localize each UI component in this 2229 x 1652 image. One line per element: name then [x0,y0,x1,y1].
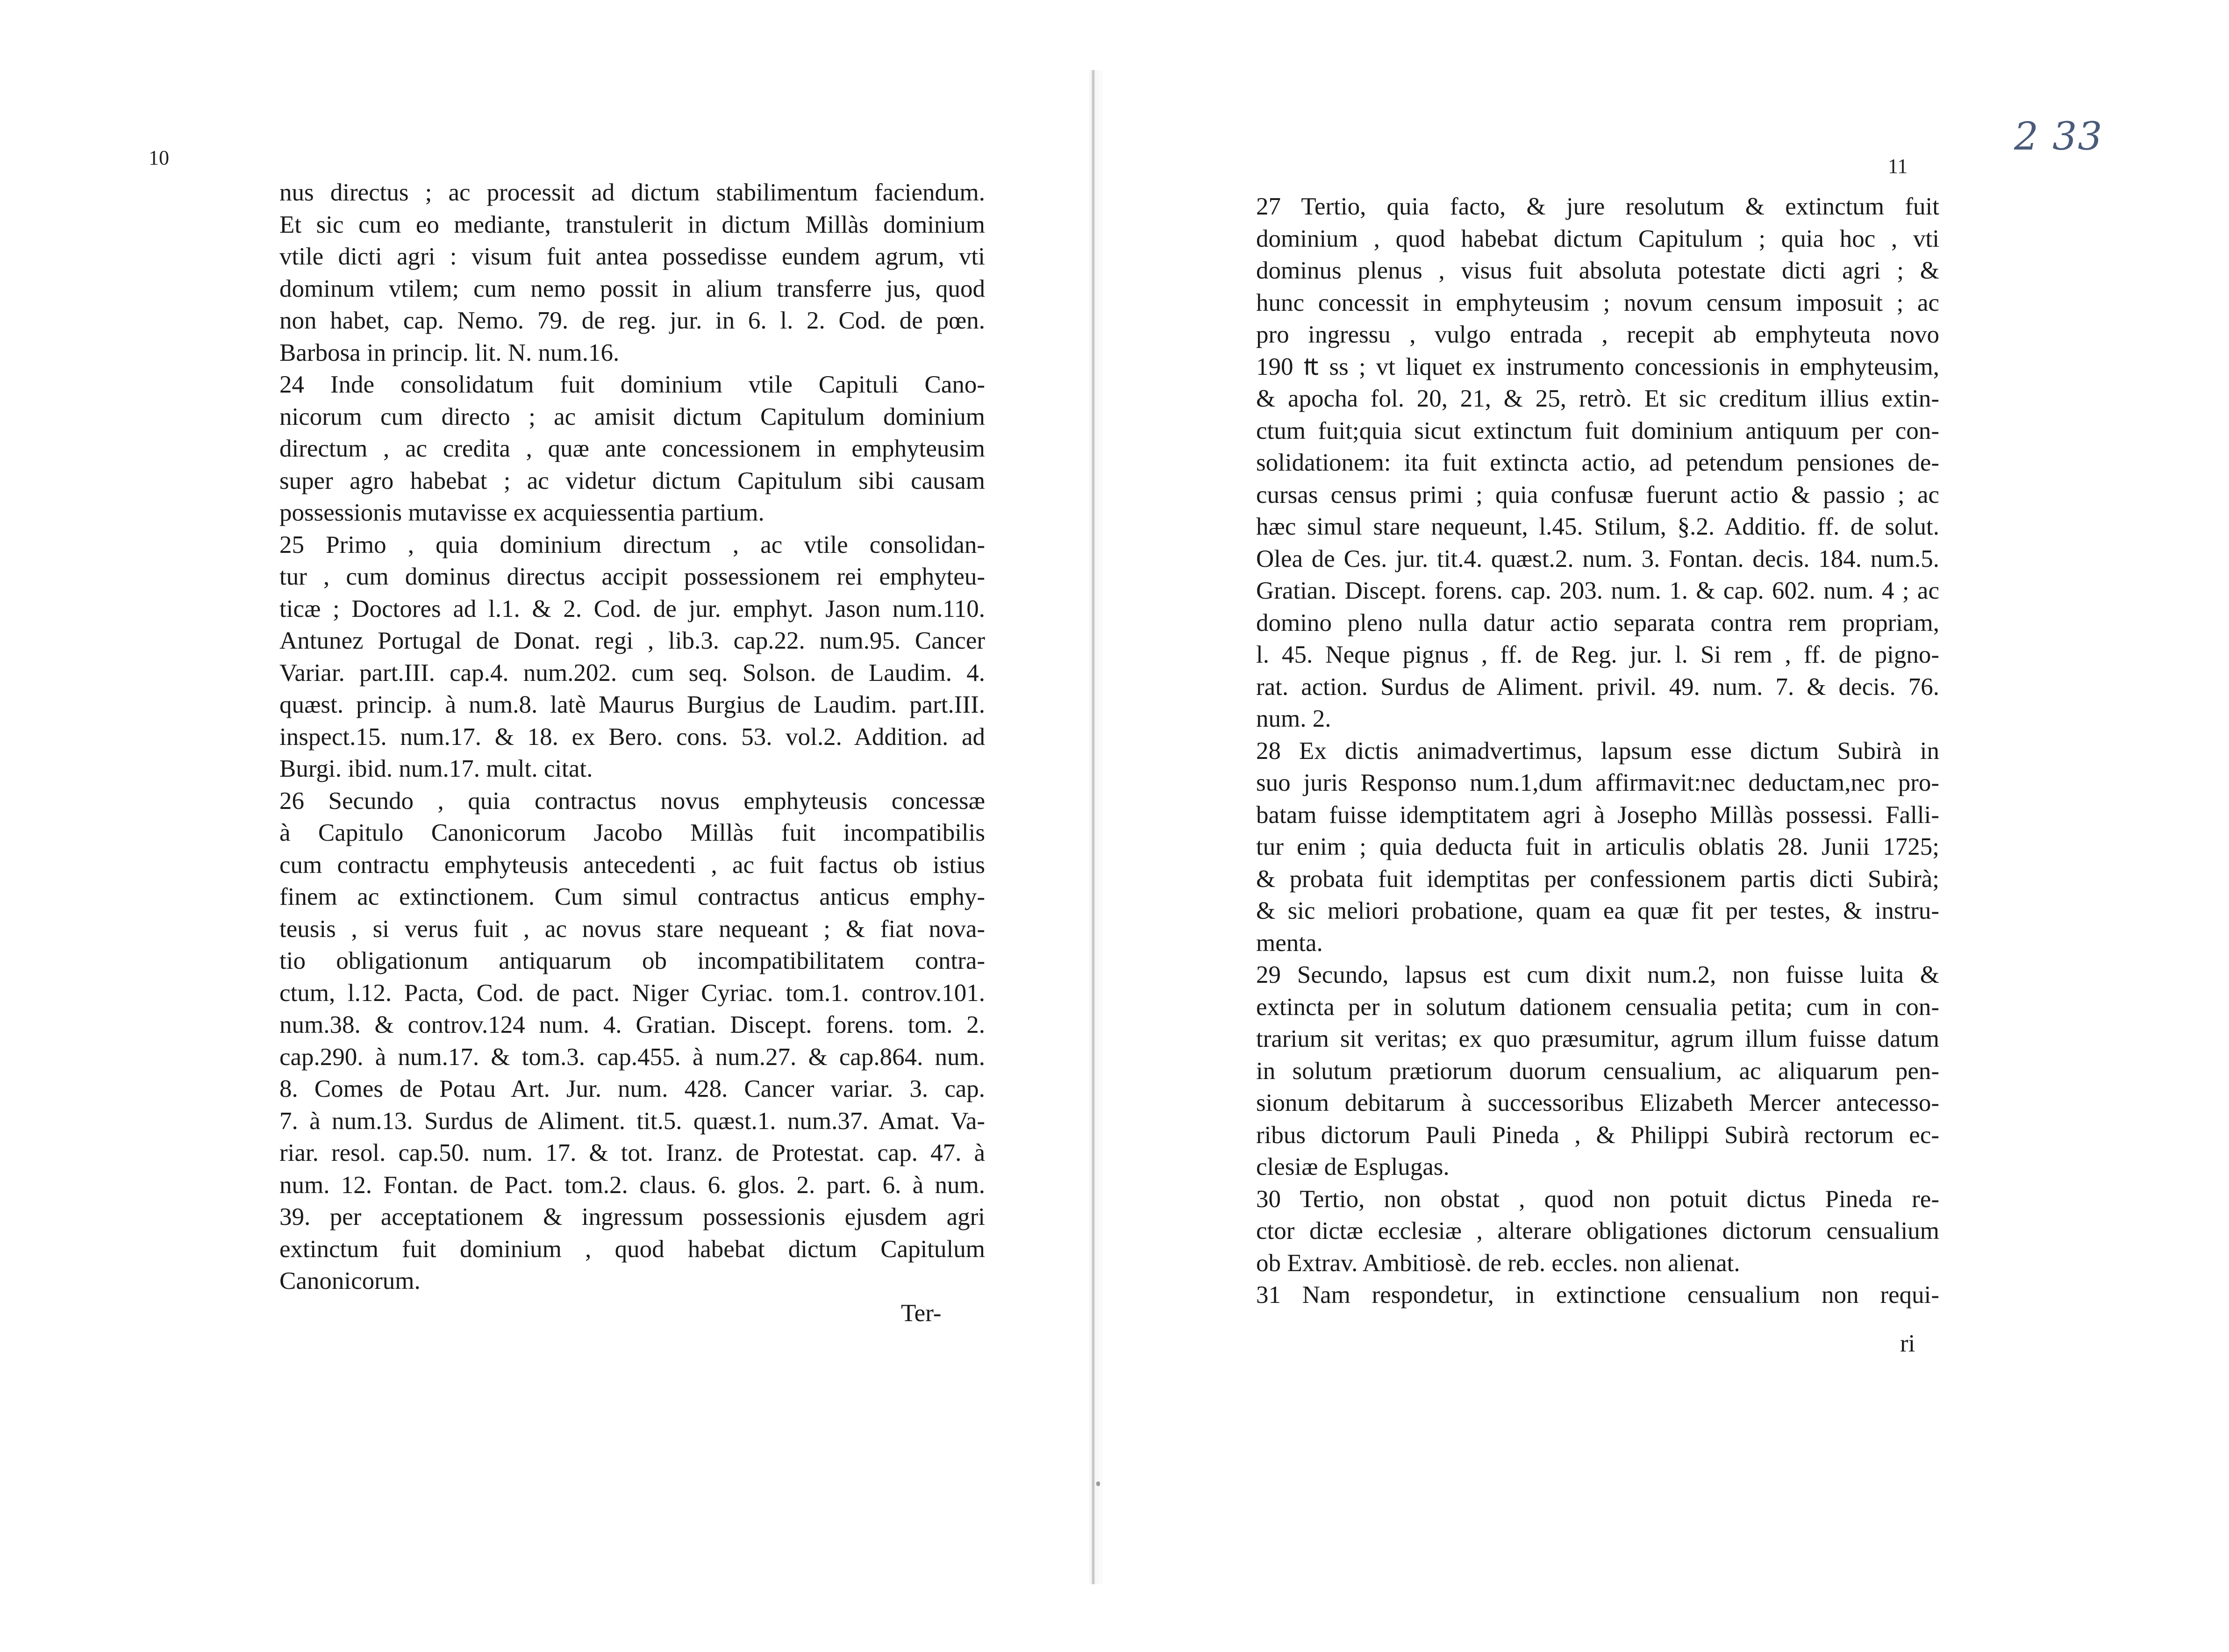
text-line: extincta per in solutum dationem censualia petita; cum in con- [1256,993,1939,1021]
text-line: Et sic cum eo mediante, transtulerit in dictum Millàs dominium [279,211,985,238]
text-line: possessionis mutavisse ex acquiessentia partium. [279,499,764,526]
text-line: cum contractu emphyteusis antecedenti , ac fuit factus ob istius [279,851,985,879]
left-catchword: Ter- [901,1300,942,1327]
text-line: vtile dicti agri : visum fuit antea possedisse eundem agrum, vti [279,243,985,270]
text-line: Olea de Ces. jur. tit.4. quæst.2. num. 3. Fontan. decis. 184. num.5. [1256,545,1939,572]
text-line: clesiæ de Esplugas. [1256,1153,1450,1180]
text-line: menta. [1256,929,1323,957]
text-line: in solutum prætiorum duorum censualium, ac aliquarum pen- [1256,1057,1939,1085]
right-page-text [1256,191,1939,1311]
text-line: tio obligationum antiquarum ob incompatibilitatem contra- [279,947,985,974]
text-line: Gratian. Discept. forens. cap. 203. num. 1. & cap. 602. num. 4 ; ac [1256,577,1939,604]
text-line: 31 Nam respondetur, in extinctione censualium non requi- [1256,1281,1939,1309]
text-line: 7. à num.13. Surdus de Aliment. tit.5. quæst.1. num.37. Amat. Va- [279,1107,985,1135]
text-line: 25 Primo , quia dominium directum , ac vtile consolidan- [279,531,985,558]
text-line: 26 Secundo , quia contractus novus emphyteusis concessæ [279,787,985,815]
text-line: ticæ ; Doctores ad l.1. & 2. Cod. de jur. emphyt. Jason num.110. [279,595,985,622]
text-line: hunc concessit in emphyteusim ; novum censum imposuit ; ac [1256,289,1939,316]
text-line: trarium sit veritas; ex quo præsumitur, agrum illum fuisse datum [1256,1025,1939,1052]
right-catchword: ri [1900,1330,1915,1357]
text-line: ribus dictorum Pauli Pineda , & Philippi Subirà rectorum ec- [1256,1121,1939,1149]
text-line: teusis , si verus fuit , ac novus stare nequeant ; & fiat nova- [279,915,985,943]
text-line: cursas census primi ; quia confusæ fuerunt actio & passio ; ac [1256,481,1939,508]
text-line: solidationem: ita fuit extincta actio, ad petendum pensiones de- [1256,449,1939,476]
text-line: extinctum fuit dominium , quod habebat dictum Capitulum [279,1235,985,1263]
text-line: 28 Ex dictis animadvertimus, lapsum esse dictum Subirà in [1256,737,1939,765]
text-line: Barbosa in princip. lit. N. num.16. [279,339,620,366]
text-line: l. 45. Neque pignus , ff. de Reg. jur. l. Si rem , ff. de pigno- [1256,641,1939,668]
text-line: num. 2. [1256,705,1331,732]
text-line: num. 12. Fontan. de Pact. tom.2. claus. 6. glos. 2. part. 6. à num. [279,1171,985,1199]
text-line: batam fuisse idemptitatem agri à Josepho Millàs possessi. Falli- [1256,801,1939,829]
text-line: & probata fuit idemptitas per confessionem partis dicti Subirà; [1256,865,1939,893]
text-line: ctum, l.12. Pacta, Cod. de pact. Niger Cyriac. tom.1. controv.101. [279,979,985,1007]
text-line: 39. per acceptationem & ingressum possessionis ejusdem agri [279,1203,985,1230]
text-line: 24 Inde consolidatum fuit dominium vtile Capituli Cano- [279,371,985,398]
text-line: pro ingressu , vulgo entrada , recepit ab emphyteuta novo [1256,321,1939,348]
book-spine [1092,70,1095,1584]
text-line: suo juris Responso num.1,dum affirmavit:nec deductam,nec pro- [1256,769,1939,796]
text-line: dominium , quod habebat dictum Capitulum ; quia hoc , vti [1256,225,1939,252]
text-line: nus directus ; ac processit ad dictum stabilimentum faciendum. [279,179,985,206]
right-page-number: 11 [1888,155,1908,178]
left-page-text [279,177,985,1297]
text-line: non habet, cap. Nemo. 79. de reg. jur. in 6. l. 2. Cod. de pœn. [279,307,985,334]
text-line: quæst. princip. à num.8. latè Maurus Burgius de Laudim. part.III. [279,691,985,718]
text-line: directum , ac credita , quæ ante concessionem in emphyteusim [279,435,985,462]
text-line: ctor dictæ ecclesiæ , alterare obligationes dictorum censualium [1256,1217,1939,1244]
text-line: super agro habebat ; ac videtur dictum Capitulum sibi causam [279,467,985,494]
text-line: nicorum cum directo ; ac amisit dictum Capitulum dominium [279,403,985,430]
text-line: 190 ₶ ss ; vt liquet ex instrumento concessionis in emphyteusim, [1256,353,1939,380]
text-line: domino pleno nulla datur actio separata contra rem propriam, [1256,609,1939,636]
left-page-number: 10 [149,146,169,169]
text-line: num.38. & controv.124 num. 4. Gratian. Discept. forens. tom. 2. [279,1011,985,1038]
text-line: hæc simul stare nequeunt, l.45. Stilum, §.2. Additio. ff. de solut. [1256,513,1939,540]
dust-speck [1096,1481,1100,1486]
text-line: ctum fuit;quia sicut extinctum fuit dominium antiquum per con- [1256,417,1939,444]
text-line: & sic meliori probatione, quam ea quæ fit per testes, & instru- [1256,897,1939,924]
text-line: 30 Tertio, non obstat , quod non potuit dictus Pineda re- [1256,1185,1939,1213]
text-line: 29 Secundo, lapsus est cum dixit num.2, non fuisse luita & [1256,961,1939,988]
text-line: riar. resol. cap.50. num. 17. & tot. Iranz. de Protestat. cap. 47. à [279,1139,985,1166]
text-line: dominus plenus , visus fuit absoluta potestate dicti agri ; & [1256,257,1939,284]
text-line: Canonicorum. [279,1267,421,1294]
text-line: ob Extrav. Ambitiosè. de reb. eccles. non alienat. [1256,1249,1740,1277]
text-line: Antunez Portugal de Donat. regi , lib.3. cap.22. num.95. Cancer [279,627,985,654]
text-line: inspect.15. num.17. & 18. ex Bero. cons. 53. vol.2. Addition. ad [279,723,985,751]
text-line: sionum debitarum à successoribus Elizabeth Mercer antecesso- [1256,1089,1939,1116]
text-line: & apocha fol. 20, 21, & 25, retrò. Et sic creditum illius extin- [1256,385,1939,412]
text-line: à Capitulo Canonicorum Jacobo Millàs fuit incompatibilis [279,819,985,846]
text-line: finem ac extinctionem. Cum simul contractus anticus emphy- [279,883,985,910]
text-line: tur , cum dominus directus accipit possessionem rei emphyteu- [279,563,985,590]
text-line: Variar. part.III. cap.4. num.202. cum seq. Solson. de Laudim. 4. [279,659,985,687]
text-line: 27 Tertio, quia facto, & jure resolutum & extinctum fuit [1256,193,1939,220]
text-line: Burgi. ibid. num.17. mult. citat. [279,755,593,782]
text-line: cap.290. à num.17. & tom.3. cap.455. à num.27. & cap.864. num. [279,1043,985,1071]
handwritten-folio-number: 2 33 [2014,114,2103,159]
text-line: 8. Comes de Potau Art. Jur. num. 428. Cancer variar. 3. cap. [279,1075,985,1102]
text-line: dominum vtilem; cum nemo possit in alium transferre jus, quod [279,275,985,302]
text-line: tur enim ; quia deducta fuit in articulis oblatis 28. Junii 1725; [1256,833,1939,860]
text-line: rat. action. Surdus de Aliment. privil. 49. num. 7. & decis. 76. [1256,673,1939,701]
